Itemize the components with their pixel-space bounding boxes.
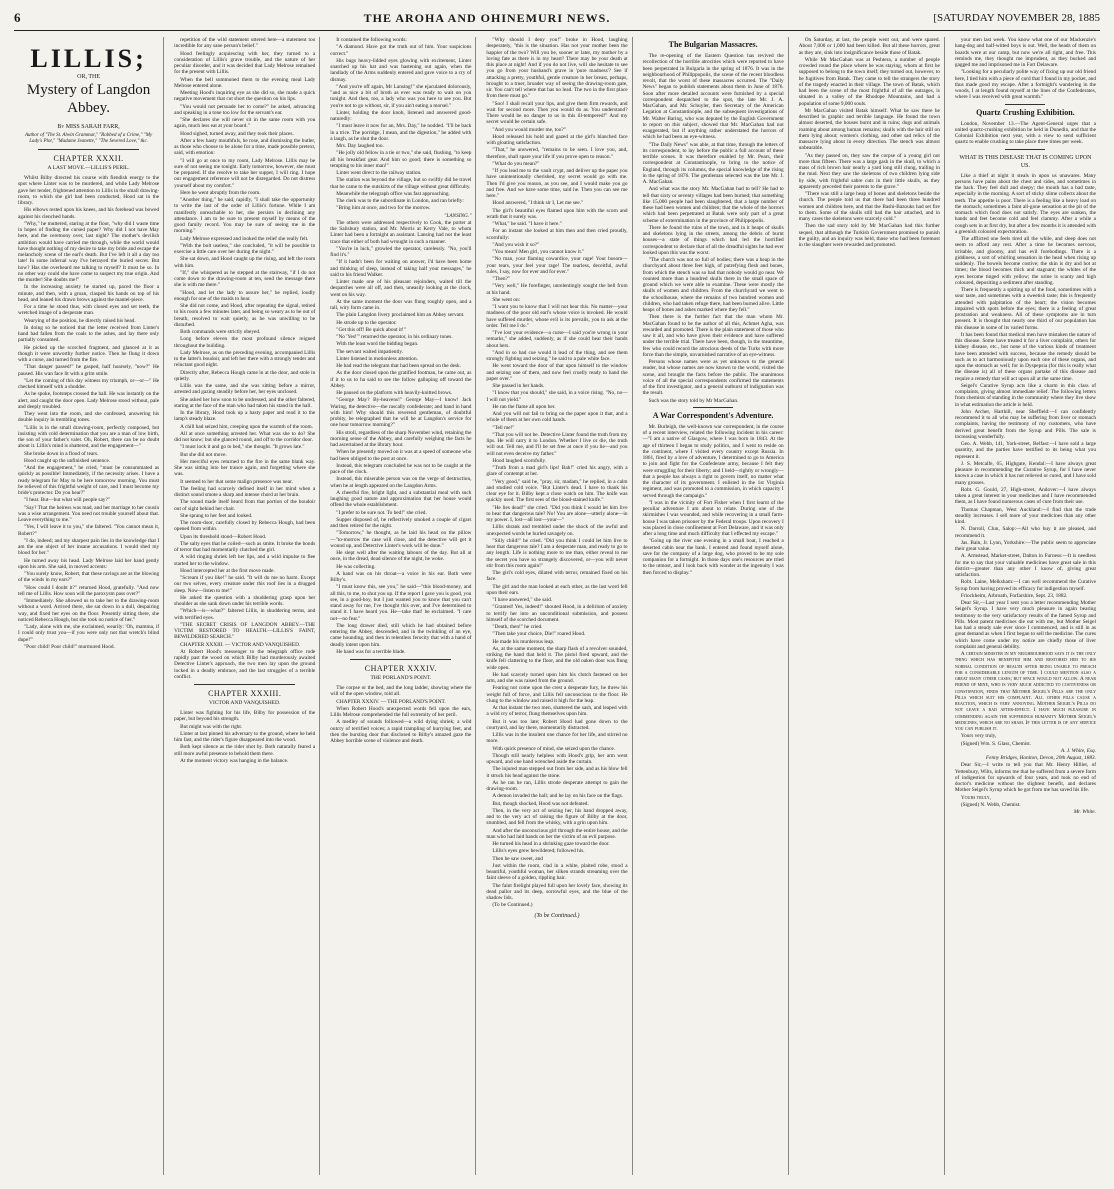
paragraph: "If it hadn't been for waiting on answer, I'd have been home and thinking of sleep, instead of taking half your messages," he said to his friend Walker.	[330, 259, 472, 278]
paragraph: "Bring him at once, and two for the morrow.	[336, 205, 431, 212]
paragraph: Then the sad story told by Mr MacGahan had this further sequel, that although the Turkish Government promised to punish the guilty, and an inquiry was held, those who had been foremost in the slaughter were rewarded and promoted.	[798, 223, 940, 248]
article-headline: The Bulgarian Massacres.	[668, 40, 758, 49]
paragraph: "Going up the river one evening in a small boat, I reached a deserted cabin near the bank. I entered and found myself alone, save for the company of a large dog, who proved to be my sole companion for a fortnight. In those days one's resources are tried to the utmost, and I look back with wonder at the ingenuity I was then forced to display."	[642, 538, 784, 576]
paragraph: "Looking for a peculiarly polite way of fixing up our old friend here, I tied him with a piece of cord that I found in my pocket, and thus made good my escape. After a fortnight's wandering in the woods, I at length found myself at the lines of the Confederates, where I was received with great warmth."	[954, 69, 1096, 101]
paragraph: CHAPTER XXXIII. — VICTOR AND VANQUISHED.	[180, 641, 301, 648]
paragraph: He picked up the scorched fragment, and glanced at it as though it were unworthy further notice. Then he flung it down with a curse, and turned from the fire.	[18, 344, 160, 363]
paragraph: CHAPTER XXXIV. — THE PORLAND'S POINT.	[336, 698, 446, 705]
paragraph: At that instant the two men, shattered the sash, and leaped with a wild cry of terror, flung themselves upon him.	[486, 705, 628, 718]
paragraph: "Death, then!" he cried.	[492, 624, 543, 630]
paragraph: She sprang to her feet and looked.	[180, 512, 253, 519]
paragraph: Hood feelingly acquiescing with her, they turned to a consideration of Lillis's grave trouble, and the nature of her peculiar disorder, and it was decided that Lady Melrose remained for the present with Lillis.	[174, 50, 316, 76]
paragraph: Supper disposed of, he reflectively smoked a couple of cigars and then retired for the night.	[330, 516, 472, 529]
paragraph: "The church was not so full of bodies; there was a heap in the churchyard about three feet high, of putrefying flesh and bones, from which the stench was so bad that nobody would go near. We counted more than a hundred skulls there in the small space of ground which we were able to examine. These were mostly the skulls of women and children. From the churchyard we went to the schoolhouse, where the remains of two hundred women and children, who had taken refuge there, had been burned alive. Little heaps of bones and ashes marked where they fell."	[642, 257, 784, 313]
divider	[1005, 104, 1045, 105]
chapter-subheading: VICTOR AND VANQUISHED.	[209, 700, 281, 706]
paragraph: John Archer, Harthill, near Sheffield:—I can confidently recommend it to all who may be suffering from liver or stomach complaints, having the testimony of my customers, who have derived great benefit from the Syrup and Pills. The sale is increasing wonderfully.	[954, 408, 1096, 440]
paragraph: "I must leave it now for an, Mrs. Day," he nodded. "I'll be back in a trice. The porridge, I mean, and the digestion," he added with a laugh, as he shut the door.	[330, 123, 472, 142]
paragraph: When he presently moved on it was at a speed of someone who had been obliged to the post at once.	[330, 449, 472, 462]
paragraph: "And you would murder me, too?"	[492, 126, 566, 133]
paragraph: Lillis was the same, and she was sitting before a mirror, arrested and gazing steadily before her, her eyes unclosed.	[174, 383, 316, 396]
paragraph: "George May? By-heavens!" George May—I know! Jack Waring, the detective—the rascally confederate; and hand in hand with him! Why should this reverend gentleman, of doubtful probity, be telegraphed that he will be at Langdon's service for one hour tomorrow morning?"	[330, 397, 472, 429]
page-number: 6	[14, 10, 21, 25]
paragraph: Then he saw sweet, and	[492, 855, 543, 862]
chapter-subheading: A LAST MOVE.—LILLIS'S PERIL.	[47, 165, 130, 171]
paragraph: Linter went direct to the railway station.	[336, 170, 422, 176]
paragraph: He had scarcely turned upon him his clutch fastened on her arm, and she was raised from the ground.	[486, 671, 628, 684]
to-be-continued: (To be Continued.)	[534, 912, 580, 919]
paragraph: They went into the room, and she confessed, answering his double inquiry in trembling tones.	[18, 411, 160, 424]
signature: Mr. White.	[1073, 809, 1096, 815]
paragraph: On Saturday, at last, the people went out, and were spared. About 7,000 or 1,000 had been killed. But all these horrors, great as they are, sink into insignificance beside those of Batak.	[798, 37, 940, 56]
paragraph: "THE SECRET CRISIS OF LANGDON ABBEY.—THE VICTIM RESTORED TO HEALTH.—LILLIS'S FAINT, BEWILDERED SEARCH."	[174, 621, 316, 641]
paragraph: Lillis's eyes grew bewildered; followed his.	[492, 848, 585, 855]
paragraph: "Truth from a mad girl's lips! Bah!" cried his angry, with a glare of contempt at her.	[486, 465, 628, 478]
paragraph: In the increasing anxiety he started up, paced the floor a minute, and then, with a groan, clasped his hands on top of his head, and leaned his drawn brows against the mantel-piece.	[18, 284, 160, 303]
dateline: A certain minister in my neighbourhood says it is the only thing which has benefited him and restored him to his normal condition of health after being unable to preach for a considerable length of time. I could mention also a great many other cases; but space would not allow. A near friend of mine, who is very much addicted to costiveness or constipation, finds that Mother Seigel's Pills are the only Pills which suit his complaint. All other pills cause a reaction, which is very annoying. Mother Seigel's Pills do not leave a bad after-effect. I have much pleasure in commending again the sufferings humanity Mother Seigel's medicines, which are no sham. If this letter is of any service you can publish it.	[954, 651, 1096, 732]
paragraph: "Why should I deny you!" broke in Hood, laughing desperately, "this is the situation. Has not your mother been the happier of the two? Will you be, sooner or later, my mother by a loving fate as there is in my heart? There may be your death at this place at night! And if you do not live, will she hesitate to see you go from your husband's grave in 'pure madness'? See if attacking a pretty, youthful, gentle creature in her breast, perhaps, brought to a truer, broader way of seeing the drawing-room gate, sir. You can't tell where that has no lead. The two in the first place from there must go."	[486, 37, 628, 100]
paragraph: There he found the ruins of the town, and in it heaps of skulls and skeletons lying in the streets, among the debris of burnt houses—a state of things which had led the horrified correspondent to declare that of all the dreadful sights he had ever looked upon this was the worst.	[642, 224, 784, 256]
paragraph: She asked her how soon to be undressed, and the other faltered, staring at the face of the man who had taken his stand in the hall.	[174, 396, 316, 409]
paragraph: "Tomorrow," he thought, as he laid his head on the pillow—"to-morrow the case will close, and the detective will get it wound up, and Detective Linter's work will be done."	[330, 530, 472, 549]
paragraph: (Signed) Wm. S. Glass, Chemist.	[960, 740, 1032, 747]
paragraph: "If you lead me to the vault crypt, and deliver up the paper you have unintentionally cherished, my secret would go with me. Then I'd give you reason, as you see, and I would make you go and free. And we have some time, said he. Then you can see me here."	[486, 168, 628, 199]
paragraph: "I have answered," she said.	[492, 597, 553, 603]
paragraph: Upon its threshold stood—Robert Hood.	[180, 533, 267, 540]
paragraph: (To be Continued.)	[492, 902, 533, 909]
paragraph: "No 'Yes!'" returned the operator, in his ordinary tones.	[336, 334, 453, 340]
paragraph: "And you're off again, Mr Lansing!" she ejaculated dolorously, "and as nice a bit of broth as ever was ready to wait on you tonight. And then, too, a lady who was you here to see you. But you're not to go without, sir, if you ain't eating a morsel."	[330, 83, 472, 109]
paragraph: As, at the same moment, the sharp flash of a revolver sounded, striking the hand that held it. The pistol fired upward, and the knife fell clattering to the floor, and the old oaken door was flung wide open.	[486, 645, 628, 671]
paragraph: A cheerful fire, bright light, and a substantial meal with such laughing good nature and approximation that her house would offend the whole establishment.	[330, 489, 472, 509]
paragraph: Then, in the very act of seizing her, his hand dropped away, and to the very act of raising the figure of Bilby at the door, stumbled, and fell from the whisky, with a grin upon him.	[486, 807, 628, 827]
paragraph: She passed in her hands.	[492, 383, 545, 389]
paragraph: London, November 13.—The Agent-General urges that a united quartz-crushing exhibition be held in Dunedin, and that the Colonial Exhibition next year, with a view to send sufficient quartz to enable crushing to take place three times per week.	[954, 120, 1096, 146]
paragraph: Robt. G. Gould, 27, High-street, Andover:—I have always taken a great interest in your medicines and I have recommended them, as I have found numerous cases of cure from their use.	[954, 486, 1096, 506]
paragraph: "Then take your choice, Die!" roared Hood.	[492, 631, 586, 638]
paragraph: A wild ringing shriek left her lips, and a wild impulse to flee started her to the window.	[174, 554, 316, 567]
signature: Fenny Bridges, Honiton, Devon, 20th August, 1883.	[985, 755, 1096, 761]
paragraph: "I was in the vicinity of Fort Fisher when I first learnt of the peculiar adventure I am about to relate. During one of the skirmishes I was wounded, and while recovering in a small farm-house I was taken prisoner by the Federal troops. Upon recovery I was placed in close confinement at Fort Delaware, and it was only after a long time and much difficulty that I effected my escape."	[642, 499, 784, 537]
paragraph: The feeling had scarcely defined itself in her mind when a distinct sound smote a sharp and intense chord at her brain.	[174, 485, 316, 498]
paragraph: Mrs. Day laughed too.	[336, 143, 384, 149]
paragraph: And after the unconscious girl through the entire house, and the man who had laid hands on her the victim of an evil purpose.	[486, 827, 628, 840]
paragraph: The sound made itself heard from that portion of the boudoir out of sight behind her chair.	[174, 499, 316, 512]
paragraph: "You're in luck," growled the operator, carelessly. "No, you'll find it's."	[330, 245, 472, 258]
paragraph: A hand was on his throat—a voice in his ear. Both were Bilby's.	[330, 570, 472, 583]
paragraph: "You mean! Men girl, you cannot know it."	[492, 249, 585, 255]
paragraph: repetition of the wild statement uttered here—a statement too incredible for any sane person's belief."	[174, 37, 316, 50]
paragraph: "Tell me!"	[492, 424, 515, 431]
story-title: LILLIS;	[30, 44, 147, 73]
paragraph: Lillis shrank and trembled under the shock of the awful and unexpected words he hurled savagely on.	[486, 524, 628, 537]
column-3	[326, 37, 476, 1175]
paragraph: Here he went abruptly from the room.	[180, 189, 261, 196]
paragraph: Her merciful eyes returned to the fire in the same blank way. She was sitting into her trance again, and forgetting where she was.	[174, 458, 316, 478]
paragraph: "Immediately. She allowed us to take her to the drawing-room without a word. Arrived there, she sat down in a dull, despairing way, and fixed her eyes on the floor. Presently sitting there, she noticed Rebecca Hough, but she took no notice of her."	[18, 598, 160, 623]
column-6	[795, 37, 945, 1175]
column-4	[482, 37, 632, 1175]
paragraph: Whilst Bilby directed his course with fiendish energy to the spot where Linter was to be murdered, and while Lady Melrose gave her tender, frightened attention to Lillis in the small drawing-room, to which she girl had been conducted, Hood sat in the library.	[18, 175, 160, 206]
paragraph: J. S. Metcalfe, 65, Highgate, Kendal:—I have always great pleasure in recommending the Curative Syrup, for I have never known a case in which it has not relieved or cured, and I have sold many grosses.	[954, 460, 1096, 486]
paragraph: Fearing not come upon the crest a desperate fury, he threw his weight full of force, and Lillis fell unconscious to the floor. He clung to the window and raised it high for the leap.	[486, 685, 628, 704]
paragraph: A. Armstead, Market-street, Dalton in Furness:—It is needless for me to say that your valuable medicines have great sale in this district—greater than any other I know of, giving great satisfaction.	[954, 553, 1096, 578]
paragraph: "Very well," He forefinger, unrelentingly sought the bell from at his hand.	[486, 283, 628, 296]
paragraph: "Get this off! Be quick about it!"	[336, 326, 406, 333]
paragraph: He ran the flame all upon her.	[492, 403, 556, 410]
paragraph: "And you wish it so?"	[492, 241, 540, 248]
paragraph: Instead, this telegram concluded he was not to be caught at the pace of the clock.	[330, 462, 472, 475]
paragraph: "Which—is—what?" faltered Lillis, in shuddering terms, and with terrified eyes.	[174, 608, 316, 621]
paragraph: The faint firelight played full upon her lovely face, showing its dead pallor and its deep, sorrowful eyes, and the blue of the shadow lids.	[486, 882, 628, 901]
paragraph: Linter, holding the door knob, listened and answered good-naturedly:	[330, 109, 472, 122]
paragraph: "Poor child! Poor child!" murmured Hood.	[24, 643, 115, 650]
paragraph: Though still nearly helpless with Hood's grip, her arm went upward, and one hand wrenched aside the curtain.	[486, 752, 628, 765]
paragraph: In the library, Hood took up a hasty paper and read it to the lamp's steady blaze.	[174, 410, 316, 423]
paragraph: Meanwhile the telegraph office was fast approaching.	[336, 190, 450, 197]
paragraph: "I hear. But—but what will people say?"	[24, 497, 110, 504]
paragraph: "He jolly old fellow in a tie or two," she said, flushing, "to keep all his breakfast gear. And him so good; there is something so tempting to his inner man!"	[330, 150, 472, 169]
signature: A. J. White, Esq.	[1060, 747, 1096, 754]
paragraph: Dear Sir,—Last year I sent you a letter recommending Mother Seigel's Syrup. I have very much pleasure in again bearing testimony to the very satisfactory results of the famed Syrup and Pills. Most patent medicines die out with me, but Mother Seigel has had a steady sale ever since I commenced, and is still in as great demand as when I first began to sell the medicine. The cures which have come under my notice are chiefly those of liver complaint and general debility.	[954, 600, 1096, 650]
paragraph: "I must know this, see you," he said—"this blood-money, and all this, to me, to shut you up. If the report I gave you is good, you see, in a good-boy, but I just wanted you to know that you can't stand away for me, I've thought this over, and I've determined to stand it. I have heard you. He—take that! he exclaimed. "I care not—no fear."	[330, 584, 472, 622]
paragraph: "I know that you should," she said, in a voice rising. "No, no—I will not yield."	[486, 390, 628, 403]
paragraph: The girl and the man looked at each other, as the last word fell upon their ears.	[486, 583, 628, 596]
issue-date: [SATURDAY NOVEMBER 28, 1885	[933, 12, 1100, 24]
column-2	[170, 37, 320, 1175]
dateline: Yours truly,	[960, 794, 991, 801]
paragraph: "No man, your flaming cowardice, your rage! Your bosom—your tears, your feel your rage! The tearless, deceitful, awful rules, I say, now for ever and for ever."	[486, 256, 628, 275]
paragraph: When Robert Hood's unexpected words fell upon the ears, Lillis Melrose comprehended the full extremity of her peril.	[330, 705, 472, 718]
paragraph: "I want you to know that I will not hear this. No matter—your madness of the poor old earl's whose voice is invoked. He would have suffered murder, whose evil is its prevails, you to ask at the order. Tell me I do."	[486, 304, 628, 329]
paragraph: Long before eleven the most profound silence reigned throughout the building.	[174, 336, 316, 349]
paragraph: With quick presence of mind, she seized upon the chance.	[492, 745, 616, 752]
paragraph: He paused on the platform with heavily-knitted brows.	[336, 390, 453, 396]
paragraph: "Very good," said he, "pray, sir, madam," he replied, in a calm and studied cold voice. "But Linter's dead. I have to thank his clear eye for it. Bilby kept a close watch on him. The knife was quickly used. The first sees of the blood-stained knife."	[486, 478, 628, 504]
paragraph: She sat down, and Hood caught up the rising, and left the room with him.	[174, 256, 316, 269]
paragraph: "How could I doubt it?" returned Hood, gratefully. "And now tell me of Lillis. How soon will the paroxysm pass over?"	[18, 584, 160, 597]
paragraph: "You would not persuade her to come?" he asked, advancing and speaking in a tone too low for the servant's ear.	[174, 103, 316, 116]
paragraph: The long drawer died, still which he had obtained before entering the Abbey, descended, and in the twinkling of an eye, came hounding, and then in relentless ferocity that with a hand of deadly intent upon him.	[330, 622, 472, 648]
paragraph: For a time he stood thus, with closed eyes and set teeth, the wretched image of a desperate man.	[18, 304, 160, 317]
paragraph: "Silly child!" he cried. "Did you think I could let him live to hear that dangerous tale? I am a desperate man, and ready to go to any length. Life is nothing more to me than, either reveal to me the secret you have so strangely discovered, or—you will never stir from this room again!"	[486, 537, 628, 569]
paragraph: "Then?"	[492, 276, 510, 282]
column-5	[639, 37, 789, 1175]
chapter-heading: CHAPTER XXXII.	[53, 154, 124, 163]
paragraph: While Mr MacGahan was at Peshtera, a number of people crowded round the place where he was staying, whom at first he supposed to belong to the town itself; they turned out, however, to be fugitives from Batak. They came to tell the strangers the story of the tragedy enacted in their village. The town of Batak, which had been the scene of the most frightful of all the outrages, is situated in a valley of the Rhodope Mountains, and had a population of some 9,000 souls.	[798, 56, 940, 107]
paragraph: your men last week. You know what one of our Mackenzie's hang-dog and half-witted boys is out. Well, the heads of them on boards were at our camp, but now we're all right, and free. This reminds me, they thought me imprudent, as they bucked and gagged me and imprisoned me in Fort Delaware.	[954, 37, 1096, 68]
paragraph: He strode up to the operator.	[336, 319, 397, 326]
divider	[1005, 149, 1045, 150]
paragraph: "That," he answered, "remains to be seen. I love you, and, therefore, shall spare your life if you prove open to reason."	[486, 147, 628, 160]
story-or: OR, THE	[77, 74, 101, 80]
paragraph: A demon invaded the hall; and he lay on his face on the flags.	[492, 793, 624, 800]
paragraph: Mr. Burleigh, the well-known war correspondent, in the course of a recent interview, related the following incident in his career:—"I am a native of Glasgow, where I was born in 1843. At the age of thirteen I began to study politics, and I went to reside on the continent, where I visited every country except Russia. In 1861, fired by a love of adventure, I determined to go to America to join and fight for the Confederate army, because I felt they were struggling for their liberty; and I held—rightly or wrongly—that a people has always a right to govern itself, no matter what the character of its government. I enlisted in the 1st Virginia regiment, and was promoted to a commission, in which capacity I served through the campaign."	[642, 423, 784, 499]
paragraph: "Hood, and let the lady to assure her," he replied, loudly enough for one of the maids to hear.	[174, 289, 316, 302]
chapter-heading: CHAPTER XXXIV.	[364, 664, 437, 673]
paragraph: "With the bolt useless," she concluded, "it will be possible to exercise a little care over her during the night."	[174, 242, 316, 255]
paragraph: "You surely know, Robert, that these ravings are as the blowing of the winds in my ears?"	[18, 571, 160, 584]
column-7	[951, 37, 1100, 1175]
paragraph: The afflicted one feels tired all the while, and sleep does not seem to afford any rest. After a time he becomes nervous, irritable, and gloomy, and has evil forebodings. There is a giddiness, a sort of whirling sensation in the head when rising up suddenly. The bowels become costive; the skin is dry and hot at times; the blood becomes thick and stagnant; the whites of the eyes become tinged with yellow; the urine is scanty and high coloured, depositing a sediment after standing.	[954, 236, 1096, 286]
divider	[194, 684, 295, 685]
paragraph: The clerk was to the subordinate in London, and ran briefly:	[336, 198, 464, 204]
paragraph: At the moment victory was hanging in the balance.	[180, 757, 289, 764]
paragraph: It has been found that medical men have mistaken the nature of this disease. Some have treated it for a liver complaint, others for kidney disease, etc., but none of the various kinds of treatment have been attended with success, because the remedy should be such as to act harmoniously upon each one of these organs, and upon the stomach as well; for in Dyspepsia (for this is really what the disease is) all of these organs partake of this disease and require a remedy that will act upon all at the same time.	[954, 331, 1096, 382]
paragraph: After a few hasty mouthfuls, he rose, and dismissing the butler, as those who choose to be alone for a time, made possible pretext, said, with emotion:	[174, 137, 316, 157]
paragraph: Just within the room, clad in a white, plaited robe, stood a beautiful, youthful woman, her silken strands streaming over the faint sleeve of a golden, rippling hair.	[486, 862, 628, 882]
story-subtitle: Mystery of Langdon Abbey.	[26, 82, 151, 116]
paragraph: Yours very truly,	[960, 733, 997, 740]
story-heading	[18, 45, 159, 117]
paragraph: The room-door, carefully closed by Rebecca Hough, had been opened from within.	[174, 520, 316, 533]
paragraph: And you will not fail to bring on the paper upon it that, and a whole of them at her own cold hands.	[486, 411, 628, 424]
paragraph: Both kept silence as the rider shot by. Both naturally feared a still more awful presence to behold them there.	[174, 744, 316, 757]
paragraph: "There was still a large heap of bones and skeletons beside the church. The people told us that there had been three hundred women and children here, and that the Bashi-Bazouks had set fire to them. Some of the skulls still had the hair attached, and in many cases the skeletons were scarcely cold."	[798, 191, 940, 222]
chapter-heading: CHAPTER XXXIII.	[208, 689, 282, 698]
paragraph: "Granted! Yes, indeed!" shouted Hood, in a delirium of anxiety to terrify her into an unconditional submission, and possess himself of the scorched document.	[486, 604, 628, 623]
masthead	[14, 6, 1100, 31]
paragraph: Hood laughed scornfully.	[492, 457, 547, 464]
paragraph: As the door closed upon the gratified footman, he came out, as if it to us to ha said to see the follow galloping off toward the Abbey.	[330, 370, 472, 389]
paragraph: Persons whose names were as yet unknown to the general reader, but whose names are now known to the world, visited the scene, and brought the facts before the public. The unanimous voice of all the special correspondents confirmed the statements of the first investigator, and a general outburst of indignation was the result.	[642, 359, 784, 397]
paragraph: Hood released his hold and gazed at the girl's blanched face with gloating satisfaction.	[486, 133, 628, 146]
paragraph: He made his murderous leap.	[492, 638, 555, 645]
paragraph: A chill had seized him, creeping upon the warmth of the room.	[180, 423, 313, 430]
paragraph: Geo. A. Webb, 141, York-street, Belfast:—I have sold a large quantity, and the parties have testified to its being what you represent it.	[954, 441, 1096, 460]
divider	[350, 659, 451, 660]
paragraph: The girl's beautiful eyes flamed upon him with the scorn and wrath that it surely was.	[486, 207, 628, 220]
paragraph: Wearying of the position, he directly raised his head.	[24, 317, 136, 324]
paragraph: "And the engagement," he cried, "must be consummated as quickly as possible! Immediately, if the necessity arises. I have a ready telegram for May to be here tomorrow morning. You must be relieved of this frightful weight of care, and I must become my bride's protector. Do you hear?"	[18, 465, 160, 496]
paragraph: "He lies dead!" she cried. "Did you think I would let him live to hear that dangerous tale? No! You are alone—utterly alone—in my power. I, lost—all lost—your—"	[486, 504, 628, 523]
paragraph: "Soo! I shall recall your lips, and give them firm rewards, and wait for second more. Then you would do as. You understand? There would be no danger to us in this ill-tempered!" And my secret would be certain safe.	[486, 100, 628, 126]
paragraph: A medley of sounds followed—a wild dying shriek; a wild outcry of terrified voices; a rapid trampling of hurrying feet, and then the bursting door that disclosed to Bilby's amazed gaze the Abbey horrible scene of violence and death.	[330, 719, 472, 744]
divider	[38, 149, 139, 150]
paragraph: "The Daily News" was able, at that time, through the letters of its correspondent, to lay before the public a full account of these terrible scenes. It was therefore enabled by Mr. Pears, their correspondent at Constantinople, to bring to the notice of England, through its columns, the special knowledge of the rising in the spring of 1876. The gentleman selected was the late Mr. J. A. MacGahan.	[642, 141, 784, 185]
paragraph: It seemed to her that some malign presence was near.	[180, 478, 293, 485]
paragraph: His stroll, regardless of the sharp November wind, retaining the morning sense of the Abbey, and carefully weighing the facts he had ascertained at the library hour.	[330, 429, 472, 448]
advert-headline: WHAT IS THIS DISEASE THAT IS COMING UPON US.	[959, 154, 1092, 169]
paragraph: He was collecting.	[336, 563, 376, 570]
paragraph: "That you will not be. Detective Linter found the truth from my lips. He will carry it to London. Whether I live or die, the truth will out. Tell me, and I'll be set free at once if you lie—and you will not even deceive my father."	[486, 431, 628, 457]
paragraph: Both commands were strictly obeyed.	[180, 329, 261, 335]
paragraph: He went toward the door of that upon himself to the window and seizing one of them, and now feel cruelly ready to hand the paper over."	[486, 363, 628, 382]
paragraph: Robt. Laine, Melksham:—I can well recommend the Curative Syrup from having proved its efficacy for indigestion myself.	[954, 579, 1096, 592]
paragraph: Lady Melrose expressed and looked the relief she really felt.	[180, 235, 309, 242]
paragraph: Then there is the further fact that the man whom Mr. MacGahan found to be the author of all this, Achmet Agha, was rewarded and promoted. There is the plain statement of those who saw it all, and who have given their evidence and have suffered under the terrible trial. There have been, though, in the meantime, few who could record the atrocious deeds of the Turks with more force than the simple, unvarnished narrative of an eye-witness.	[642, 314, 784, 358]
paragraph: As he spoke, footsteps crossed the hall. He was instantly on the alert, and caught the door open. Lady Melrose stood without, pale and deeply troubled.	[18, 391, 160, 410]
paragraph: "A diamond. Have got the truth out of him. Your suspicions correct."	[330, 44, 472, 57]
paragraph: Lady Melrose, as on the preceding evening, accompanied Lillis to the latter's boudoir, and left her there with a strongly tender and reluctant good night.	[174, 349, 316, 369]
paragraph: The others were addressed respectively to Cook, the porter at the Salisbury station, and Mr. Morris at Kerry Vale, to whom Linter had been a fortnight an assistant. Lansing had not the least trace that either of both had wrought in such a manner.	[330, 219, 472, 245]
paragraph: "Yes, I will leave it to you," she faltered. "You cannot mean it, Robert?"	[18, 524, 160, 537]
paragraph: Like a thief at night it steals in upon us unawares. Many persons have pains about the chest and sides, and sometimes in the back. They feel dull and sleepy; the mouth has a bad taste, especially in the morning. A sort of sticky slime collects about the teeth. The appetite is poor. There is a feeling like a heavy load on the stomach; sometimes a faint all-gone sensation at the pit of the stomach which food does not satisfy. The eyes are sunken, the hands and feet become cold and feel clammy. After a while a cough sets in at first dry, but after a few months it is attended with a greenish coloured expectoration.	[954, 172, 1096, 235]
paragraph: Jas. Bain, Jr. Lynn, Yorkshire:—The public seem to appreciate their great value.	[954, 539, 1096, 552]
paragraph: "As they passed on, they saw the corpse of a young girl not more than fifteen. There was a large gash in the skull, to which a mass of rich brown hair nearly a yard long still clung, trailing in the mud. Next they saw the skeletons of two children lying side by side, with frightful sabre cuts in their little skulls, as they apparently preceded their parents to the grave."	[798, 152, 940, 190]
paragraph: "I prefer to be sure not. To bed!" she cried.	[336, 509, 427, 516]
paragraph: He turned away his head. Lady Melrose laid her hand gently upon his arm. She said, in moved accents:	[18, 557, 160, 570]
paragraph: Directly after, Rebecca Hough came in at the door, and stole in quietly.	[174, 369, 316, 382]
paragraph: The salty eyes that he coiled—such as smite. It broke the bonds of terror that had momentarily clutched the girl.	[174, 540, 316, 553]
paragraph: Instead, this miserable person was on the verge of destruction, when he at length appeared on the Langdon Arms.	[330, 476, 472, 489]
paragraph: He hand was for a terrible blade.	[336, 648, 406, 655]
paragraph: Friockheim, Arbroath, Forfarshire, Sept. 23, 1882.	[960, 592, 1068, 599]
paragraph: With the least word the bidding began.	[336, 341, 419, 348]
paragraph: "Say? That the heiress was mad, and her marriage to her cousin was a wise arrangement. You need not trouble yourself about that. Leave everything to me."	[18, 504, 160, 523]
paragraph: N. Darroll, Clun, Salop:—All who buy it are pleased, and recommend it.	[954, 526, 1096, 539]
paragraph: At Robert Hood's messenger to the telegraph office rode rapidly past the wood on which Bilby had murderously awaited Detective Linter's approach, the two men lay upon the ground locked in a deadly embrace, and the last struggles of a terrible conflict.	[174, 648, 316, 680]
paragraph: He had read the telegram that had been spread on the desk.	[336, 363, 462, 369]
paragraph: "I will go at once to my room, Lady Melrose. Lillis may be sure of not seeing me tonight. Early tomorrow, however, she must be prepared. If she resolve to take her supper, I will ring. I hope our engagement reference will not be disregarded. Do not distress yourself about my comfort."	[174, 157, 316, 189]
paragraph: "Scream if you like!" he said. "It will do me no harm. Except our two selves, every creature under this roof lies in a drugged sleep. Now—listen to me!"	[174, 575, 316, 594]
paragraph: When the bell summoned them to the evening meal Lady Melrose entered alone.	[174, 76, 316, 89]
column-text	[18, 175, 159, 650]
paragraph: "That danger passed!" he gasped, half hoarsely, "now?" He paused. His wan face lit with a grim smile.	[18, 364, 160, 377]
paragraph: "If," she whispered as he stepped at the stairway, "if I do not come down to the drawing-room at ten, send the message there she is with me there."	[174, 269, 316, 289]
paragraph: Such was the story told by Mr MacGahan.	[648, 397, 739, 404]
paragraph: Hood answered, "I think sir I, Let me see."	[492, 200, 584, 207]
paragraph: But she did not move.	[180, 451, 227, 458]
paragraph: Linter was fighting for his life, Bilby for possession of the paper, but beyond his strength.	[174, 710, 316, 723]
paragraph: Linter listened in motionless attention.	[336, 355, 418, 362]
paragraph: He asked the question with a shuddering grasp upon her shoulder as she sank down under his terrible words.	[174, 594, 316, 607]
paragraph: "Another thing," he said, rapidly, "I shall take the opportunity to write the last of the order of Lillis's fortune. While I am manifestly unreachable to her, she persists in declining any attendance. I am to be sure to present myself by means of the good family record. You may be sure of seeing me in the morning."	[174, 197, 316, 235]
newspaper-page	[14, 6, 1100, 1182]
chapter-subheading: THE PORLAND'S POINT.	[370, 675, 432, 681]
paragraph: Linter made one of his pleasant rejoinders, waited till the despatches were all off, and then, uneasily looking at the clock, went on his way.	[330, 279, 472, 298]
paragraph: All at once something arrested her. What was she to do? She did not know; but she glanced round, and off to the corridor door.	[174, 430, 316, 443]
paragraph: He turned his head in a shrinking gaze toward the door.	[492, 841, 610, 847]
paragraph: "Why," he muttered, staring at the floor, "why did I waste time in hopes of finding the cursed paper? Why did I not have May here, and the ceremony over, last night? The mother's devilish ambition would have carried me through, while the world would have thought nothing of my desire to take my bride and escape the melancholy scene of the earl's death. But I've left it all a day too late! In some infernal way I've betrayed the buried secret. But how? Has she overheard me talking to myself? It must be so. In no other way could she have come to suspect my true origin. And the murder! She doubts me!"	[18, 220, 160, 283]
paragraph: "Lillis is in the small drawing-room, perfectly composed, but insisting with cold determination that you are a man of low birth, the son of your father's valet. Oh, Robert, there can be no doubt about it. Lillis's mind is shattered, and the engagement—"	[18, 424, 160, 450]
paragraph: "Let the coming of this day witness my triumph, or—or—" He checked himself with a shudder.	[18, 377, 160, 390]
paragraph: In doing so he noticed that the letter received from Linter's hand had fallen from the coals to the ashes, and lay there only partially consumed.	[18, 324, 160, 344]
paragraph: Mr MacGahan visited Batak himself. What he saw there he described in graphic and terrible language. He found the town almost deserted, the houses burnt and in ruins; dogs and animals roaming about among human remains; skulls with the hair still on them lying about; women's clothing, and other sad relics of the massacre lying about in every direction. The stench was almost unbearable.	[798, 107, 940, 152]
paragraph: Dear Sir,—I write to tell you that Mr. Henry Hillier, of Yettenbury, Wilts, informs me that he suffered from a severe form of indigestion for upwards of four years, and took no end of doctor's medicine without the slightest benefit, and declares Mother Seigel's Syrup which he got from me has saved his life.	[954, 762, 1096, 794]
paragraph: "I do, indeed; and my sharpest pain lies in the knowledge that I am the one object of her insane accusations. I would shed my blood for her."	[18, 537, 160, 557]
paragraph: She went on:	[492, 296, 521, 303]
paragraph: The plain Langdon livery proclaimed him an Abbey servant.	[336, 312, 465, 319]
paragraph: Lillis was in the insolent one chance for her life, and stirred no more.	[486, 732, 628, 745]
paragraph: Meeting Hood's inquiring eye as she did so, she made a quick negative movement that cut short the question on his lips.	[174, 90, 316, 103]
paragraph: "What," he said. "I have it here."	[492, 221, 562, 227]
paragraph: But, though shocked, Hood was not defeated.	[492, 800, 589, 807]
paragraph: "Lady, alone with me, she exclaimed, wearily: 'Oh, mamma, if I could only trust you—if you were only not that wretch's blind dupe!'"	[18, 624, 160, 643]
article-headline: Quartz Crushing Exhibition.	[976, 107, 1075, 117]
divider	[693, 407, 733, 408]
byline: By MISS SARAH FARR,	[57, 124, 120, 130]
paragraph: There is frequently a spitting up of the food, sometimes with a sour taste, and sometimes with a sweetish taste; this is frequently attended with palpitation of the heart; the vision becomes impaired with spots before the eyes; there is a feeling of great prostration and weakness. All of these symptoms are in turn present. It is thought that nearly one third of our population has this disease in some of its varied forms.	[954, 287, 1096, 331]
paragraph: The station was beyond the village, but so swiftly did he travel that he came to the outskirts of the village without great difficulty.	[330, 177, 472, 190]
column-1	[14, 37, 164, 1175]
paragraph: "I must lock it and go to bed," she thought. "It grows late."	[180, 444, 305, 451]
paragraph: The injured man stepped out from her side, and as his blow fell it struck his head against the stone.	[486, 766, 628, 779]
paragraph: "What do you mean?"	[492, 160, 540, 167]
paragraph: For an instant she looked at him then and then cried proudly, scornfully:	[486, 228, 628, 241]
paragraph: Hood caught up the unfinished sentence.	[24, 457, 111, 464]
paragraph: Hood intercepted her at the first move made.	[180, 567, 275, 574]
paragraph: As he ran he ran, Lillis strode desperate attempt to gain the drawing-room.	[486, 779, 628, 792]
paragraph: "She declares she will never sit in the same room with you again, much less eat at your board."	[174, 117, 316, 130]
paragraph: But might was with the right.	[180, 723, 243, 730]
columns	[14, 37, 1100, 1175]
paragraph: At the same moment the door was flung roughly open, and a tall, wiry form came in.	[330, 298, 472, 311]
paragraph: Linter at last pinned his adversary to the ground, where he held him fast, and the rider's figure disappeared into the wood.	[174, 730, 316, 743]
paragraph: The servant waited impatiently.	[336, 348, 404, 355]
paragraph: The re-opening of the Eastern Question has revived the recollection of the horrible atrocities which were reported to have been perpetrated in Bulgaria in the spring of 1876. It was in the neighbourhood of Philippopolis, the scene of the recent bloodless revolt, that the worst of these massacres occurred. The "Daily News" began to publish statements about them in June of 1876. Soon after more detailed accounts were furnished by a special correspondent despatched to the spot, the late Mr. J. A. MacGahan, and Mr. Schuyler, then Secretary of the American Legation at Constantinople, and the subsequent investigations of Mr. Walter Baring, who was deputed by the English Government to report on this subject, showed that Mr. MacGahan had not exaggerated, but if anything rather understated the horrors of which he had been an eye-witness.	[642, 53, 784, 141]
paragraph: His bugs heavy-lidded eyes glowing with excitement, Linter snatched up his hat and was hastening out again, when the landlady of the Arms suddenly entered and gave voice to a cry of dismay.	[330, 57, 472, 83]
paragraph: He slept well after the waiting labours of the day. But all at once, in the dread, dead silence of the night, he woke.	[330, 550, 472, 563]
newspaper-title: THE AROHA AND OHINEMURI NEWS.	[363, 10, 611, 25]
paragraph: Thomas Chapman, West Auckland:—I find that the trade steadily increases. I sell more of your medicines than any other kind.	[954, 506, 1096, 525]
telegram-signature: "LANSING."	[444, 212, 472, 219]
paragraph: (Signed) N. Webb, Chemist.	[960, 801, 1021, 808]
paragraph: "I've lost your evidence—a curse—I said you're wrong in your remarks," she added, suddenly, as if she could hear their hands about hers.	[486, 330, 628, 349]
paragraph: She broke down in a flood of tears.	[24, 450, 99, 457]
paragraph: The corpse or the bed, and the long ladder, showing where the will of the open window, told all.	[330, 685, 472, 698]
paragraph: The girl's cold eyes, dilated with terror, remained fixed on his face.	[486, 570, 628, 583]
paragraph: Seigel's Curative Syrup acts like a charm in this class of complaints, giving almost immediate relief. The following letters from chemists of standing in the community where they live show in what estimation the article is held.	[954, 382, 1096, 408]
paragraph: She did not come, and Hood, after repeating the signal, retired to his room a few minutes later, and being so weary as to be out of breath, resolved to wait quietly, as he was unwilling to be disturbed.	[174, 303, 316, 328]
paragraph: But it was too late; Robert Hood had gone down to the courtyard, and lay there, momentarily distracted.	[486, 718, 628, 731]
paragraph: "And in so bad cue would it lead of the thing, and see them strongly fighting and seizing," he said to a pale white face.	[486, 349, 628, 362]
paragraph: His elbows rested upon his knees, and his forehead was bowed against his clenched hands.	[18, 207, 160, 220]
paragraph: Hood sighed, turned away, and they took their places.	[180, 130, 294, 137]
paragraph: It contained the following words:	[336, 37, 407, 43]
paragraph: And what was the story Mr. MacGahan had to tell? He had to tell that sixty or seventy villages had been burned; that something like 15,000 people had been slaughtered, that a large number of these had been women and children; that the whole of the horrors which had been perpetrated at Batak were only part of a great scheme of extermination in the province of Philippopolis.	[642, 186, 784, 224]
article-headline: A War Correspondent's Adventure.	[652, 410, 774, 420]
author-note: Author of "The St. Alwin Grammar," "Robbed of a Crime," "My Lady's Plot," "Madame Jeanette," "The Severed Love," &c.	[24, 133, 153, 144]
